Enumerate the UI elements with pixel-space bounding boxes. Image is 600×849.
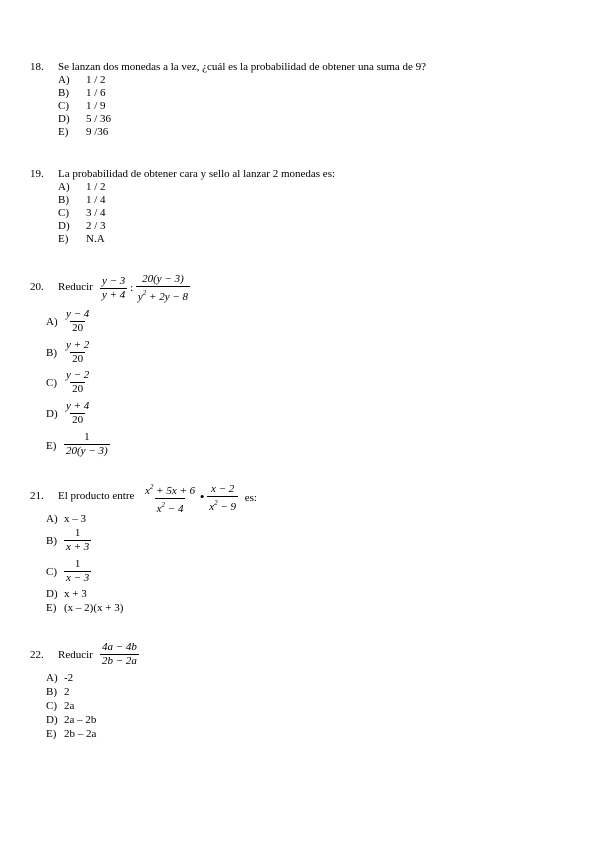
question-suffix: es: — [244, 492, 257, 505]
term: − 9 — [217, 501, 237, 513]
question-number: 20. — [30, 281, 44, 293]
question-number: 21. — [30, 490, 44, 502]
exponent: 2 — [161, 501, 166, 509]
base: y — [137, 291, 143, 303]
option-value: 2 / 3 — [86, 220, 106, 232]
option-value: 2a — [64, 700, 75, 712]
fraction — [207, 483, 238, 514]
option-letter: D) — [46, 408, 58, 420]
option-fraction — [64, 369, 91, 396]
option-letter: E) — [46, 440, 57, 452]
operator: • — [199, 489, 205, 505]
exponent: 2 — [142, 289, 147, 297]
question-text: Se lanzan dos monedas a la vez, ¿cuál es la probabilidad de obtener una suma de 9? — [58, 61, 427, 73]
option-letter: E) — [58, 233, 69, 245]
option-letter: A) — [46, 672, 58, 684]
option-letter: A) — [58, 181, 70, 193]
numerator — [143, 481, 197, 498]
option-fraction — [64, 339, 91, 366]
numerator: y − 3 — [102, 275, 126, 287]
option-value: 3 / 4 — [86, 207, 106, 219]
denominator: 2b − 2a — [102, 655, 137, 667]
numerator: 4a − 4b — [102, 641, 137, 653]
denominator: 20 — [72, 353, 84, 365]
denominator: x − 3 — [66, 572, 90, 584]
numerator: 1 — [84, 431, 90, 443]
option-letter: C) — [58, 100, 69, 112]
denominator — [207, 496, 238, 514]
exponent: 2 — [214, 499, 218, 507]
denominator: x + 3 — [66, 541, 90, 553]
option-letter: C) — [46, 377, 57, 389]
option-value: x + 3 — [64, 588, 87, 600]
question-expression — [100, 641, 139, 668]
numerator: 1 — [74, 527, 81, 539]
denominator — [136, 286, 190, 304]
fraction — [100, 275, 127, 302]
option-value: 1 / 2 — [86, 181, 106, 193]
term: − 4 — [165, 503, 184, 515]
option-letter: E) — [46, 728, 57, 740]
option-letter: D) — [46, 714, 58, 726]
base: x — [145, 485, 150, 497]
question-text: Reducir — [58, 649, 93, 661]
option-value: x – 3 — [64, 513, 86, 525]
base: x — [209, 501, 215, 513]
option-letter: A) — [46, 513, 58, 525]
denominator: 20 — [72, 383, 84, 395]
question-text: El producto entre — [58, 490, 135, 502]
question-number: 18. — [30, 61, 44, 73]
option-fraction — [64, 400, 91, 427]
term: + 2y − 8 — [146, 291, 188, 303]
question-expression — [100, 273, 190, 304]
option-fraction — [64, 527, 91, 554]
option-value: 1 / 2 — [86, 74, 106, 86]
option-value: 1 / 6 — [86, 87, 106, 99]
numerator: 1 — [74, 558, 81, 570]
option-value: 2b – 2a — [64, 728, 97, 740]
option-value: 2a – 2b — [64, 714, 97, 726]
option-value: 5 / 36 — [86, 113, 112, 125]
option-fraction — [64, 308, 91, 335]
question-text: La probabilidad de obtener cara y sello al lanzar 2 monedas es: — [58, 168, 336, 180]
question-number: 22. — [30, 649, 44, 661]
option-value: 1 / 9 — [86, 100, 106, 112]
option-letter: B) — [46, 347, 57, 359]
base: x — [156, 503, 162, 515]
question-text: Reducir — [58, 281, 93, 293]
operator: : — [130, 282, 134, 295]
term: + 5x + 6 — [153, 485, 196, 497]
option-letter: A) — [46, 316, 58, 328]
option-letter: B) — [46, 535, 57, 547]
option-value: N.A — [86, 233, 105, 245]
option-fraction — [64, 431, 110, 458]
numerator: y − 2 — [66, 369, 90, 381]
option-letter: D) — [58, 113, 70, 125]
option-letter: B) — [58, 194, 69, 206]
numerator: y − 4 — [66, 308, 90, 320]
option-letter: E) — [46, 602, 57, 614]
option-letter: D) — [58, 220, 70, 232]
denominator: 20 — [72, 414, 84, 426]
denominator — [155, 498, 186, 516]
option-value: -2 — [64, 672, 74, 684]
question-expression — [143, 481, 257, 516]
option-letter: E) — [58, 126, 69, 138]
numerator: x − 2 — [210, 483, 235, 495]
option-letter: C) — [58, 207, 69, 219]
option-letter: D) — [46, 588, 58, 600]
denominator: 20 — [72, 322, 84, 334]
fraction — [136, 273, 190, 304]
option-value: 9 /36 — [86, 126, 109, 138]
numerator: y + 2 — [66, 339, 90, 351]
denominator: 20(y − 3) — [66, 445, 108, 457]
option-letter: C) — [46, 566, 57, 578]
option-letter: B) — [46, 686, 57, 698]
question-number: 19. — [30, 168, 44, 180]
option-letter: C) — [46, 700, 57, 712]
option-value: (x – 2)(x + 3) — [64, 602, 124, 614]
denominator: y + 4 — [102, 289, 126, 301]
option-letter: B) — [58, 87, 69, 99]
option-value: 2 — [64, 686, 70, 698]
numerator: y + 4 — [66, 400, 90, 412]
numerator: 20(y − 3) — [142, 273, 184, 285]
option-fraction — [64, 558, 91, 585]
option-letter: A) — [58, 74, 70, 86]
option-value: 1 / 4 — [86, 194, 106, 206]
exponent: 2 — [149, 483, 154, 491]
fraction — [143, 481, 197, 516]
